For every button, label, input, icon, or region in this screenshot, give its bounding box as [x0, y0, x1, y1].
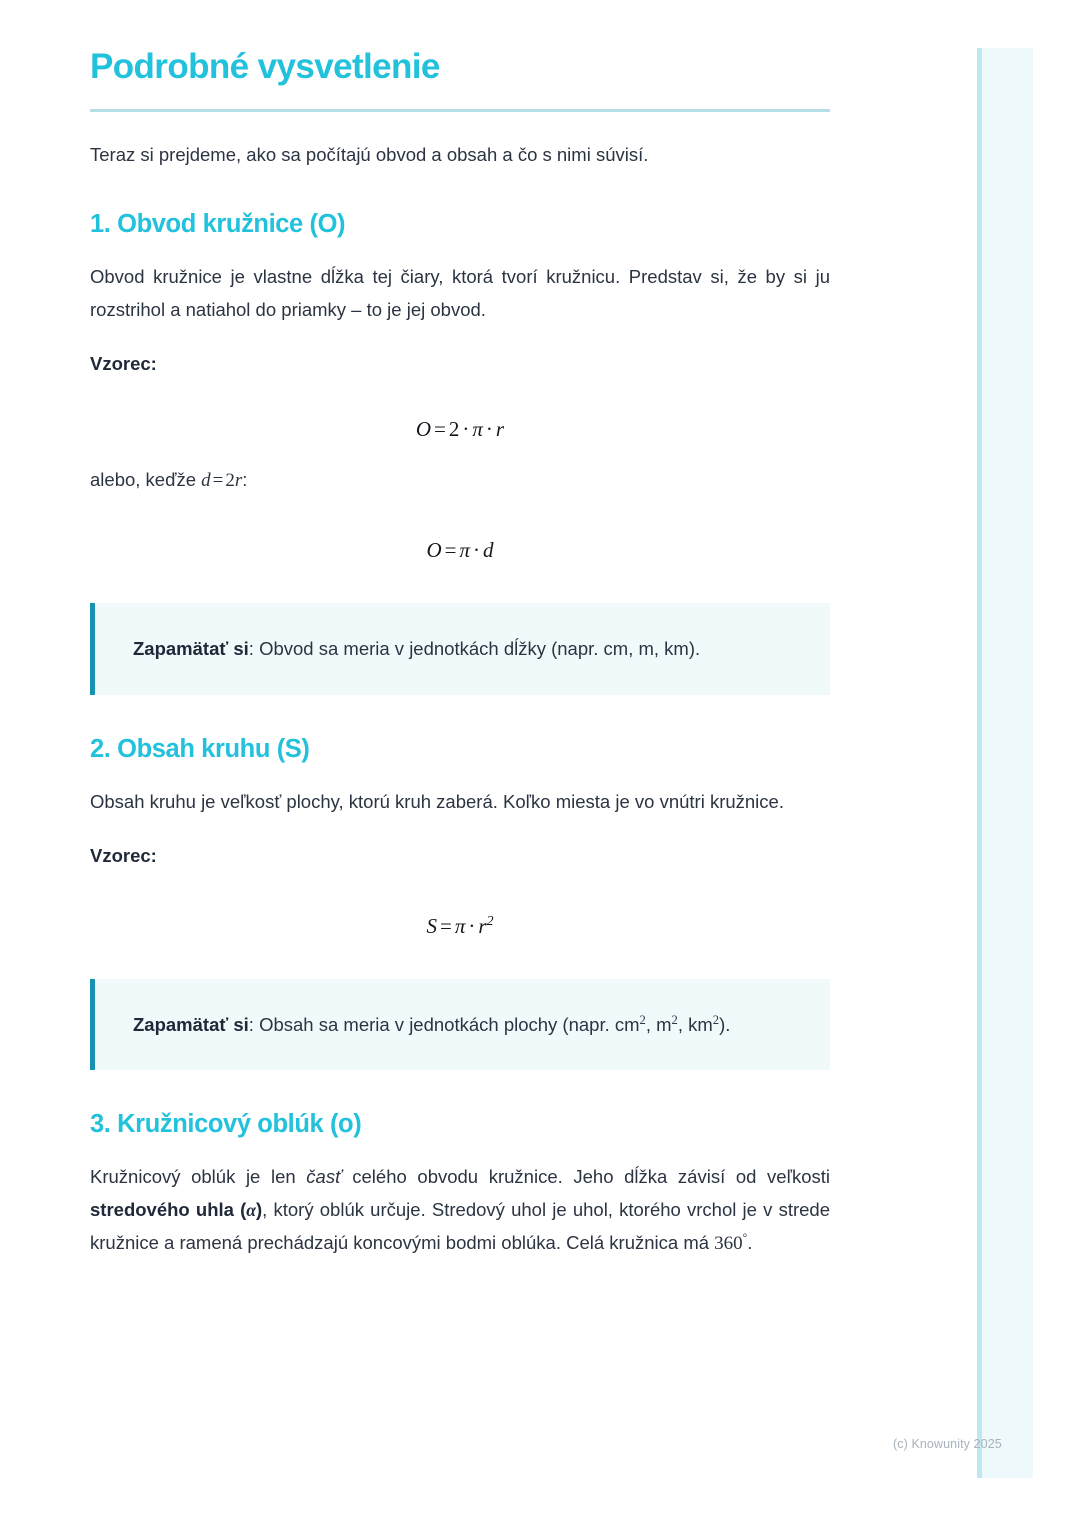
formula2-term-pi: π: [459, 537, 471, 562]
footer-copyright: (c) Knowunity 2025: [893, 1437, 1002, 1451]
formula-operator-2: ·: [485, 417, 493, 442]
callout-2-body-1: Obsah sa meria v jednotkách plochy (napr. cm: [259, 1013, 640, 1035]
s3-italic-cast: časť: [306, 1166, 342, 1188]
formula3-equals: =: [440, 913, 452, 938]
callout-2-separator: :: [248, 1013, 260, 1035]
callout-2-text: [133, 1009, 796, 1041]
formula-area: [90, 913, 830, 939]
callout-1-text: [133, 633, 796, 665]
intro-paragraph: Teraz si prejdeme, ako sa počítajú obvod a obsah a čo s nimi súvisí.: [90, 144, 649, 166]
section-2-paragraph: Obsah kruhu je veľkosť plochy, ktorú kruh zaberá. Koľko miesta je vo vnútri kružnice.: [90, 790, 784, 812]
formula2-operator: ·: [473, 537, 481, 562]
formula-equals: =: [434, 417, 446, 442]
s3-degrees-value: [714, 1233, 747, 1254]
page-title: Podrobné vysvetlenie: [90, 47, 440, 86]
alt-intro-suffix: :: [242, 469, 248, 491]
formula3-lhs: S: [426, 913, 437, 938]
callout-2-body-4: ).: [719, 1013, 731, 1035]
alt-intro-math-d: d = 2r: [201, 470, 243, 492]
document-page: [90, 0, 830, 1261]
formula2-equals: =: [444, 537, 457, 562]
formula-term-r: r: [495, 417, 505, 442]
callout-2-sup-2: 2: [671, 1012, 678, 1027]
section-heading-obsah: 2. Obsah kruhu (S): [90, 734, 310, 763]
degree-symbol-icon: °: [742, 1232, 748, 1245]
s3-part-1: Kružnicový oblúk je len: [90, 1166, 307, 1188]
formula3-operator: ·: [468, 913, 476, 938]
formula3-exponent: 2: [486, 912, 494, 928]
alt-intro-prefix: alebo, keďže: [90, 469, 202, 491]
section-heading-obvod: 1. Obvod kružnice (O): [90, 210, 346, 239]
callout-2-sup-3: 2: [712, 1012, 720, 1027]
formula2-term-d: d: [483, 537, 494, 562]
callout-1-label: Zapamätať si: [133, 637, 249, 659]
s3-bold-close: ): [256, 1199, 263, 1221]
callout-1-separator: :: [248, 637, 260, 659]
callout-remember-circumference: [90, 603, 830, 695]
alternative-form-intro: [90, 464, 830, 498]
formula-operator-1: ·: [462, 417, 470, 442]
formula-circumference-radius: [90, 417, 830, 442]
formula-circumference-diameter: [90, 538, 830, 563]
callout-2-label: Zapamätať si: [133, 1013, 249, 1035]
callout-1-body: Obvod sa meria v jednotkách dĺžky (napr. cm, m, km).: [259, 637, 701, 659]
s3-degrees-number: 360: [714, 1233, 743, 1255]
formula-term-pi: π: [472, 417, 483, 442]
formula-term-2: 2: [448, 417, 460, 442]
s3-bold-open: stredového uhla (: [90, 1199, 247, 1221]
callout-2-sup-1: 2: [639, 1012, 646, 1027]
callout-remember-area: [90, 979, 830, 1071]
s3-part-4: .: [747, 1232, 753, 1254]
right-edge-decoration: [977, 48, 1033, 1478]
title-divider: [90, 109, 830, 112]
callout-2-body-3: , km: [677, 1013, 713, 1035]
callout-2-body-2: , m: [645, 1013, 672, 1035]
section-1-paragraph: Obvod kružnice je vlastne dĺžka tej čiary, ktorá tvorí kružnicu. Predstav si, že by si ju rozstrihol a natiahol do priamky – to je jej obvod.: [90, 266, 830, 321]
section-3-paragraph: [90, 1161, 830, 1261]
s3-part-2: celého obvodu kružnice. Jeho dĺžka závisí od veľkosti: [341, 1166, 831, 1188]
section-1-formula-label: Vzorec:: [90, 353, 157, 375]
s3-part-3: , ktorý oblúk určuje. Stredový uhol je uhol, ktorého vrchol je v strede kružnice a ramená prechádzajú koncovými bodmi oblúka. Celá kružnica má: [90, 1199, 830, 1254]
section-heading-oblouk: 3. Kružnicový oblúk (o): [90, 1110, 362, 1139]
formula-lhs: O: [415, 417, 432, 442]
formula3-term-r: r: [478, 913, 487, 938]
formula2-lhs: O: [426, 537, 442, 562]
formula3-term-pi: π: [454, 913, 466, 938]
s3-alpha-symbol: α: [246, 1200, 256, 1221]
section-2-formula-label: Vzorec:: [90, 844, 157, 866]
